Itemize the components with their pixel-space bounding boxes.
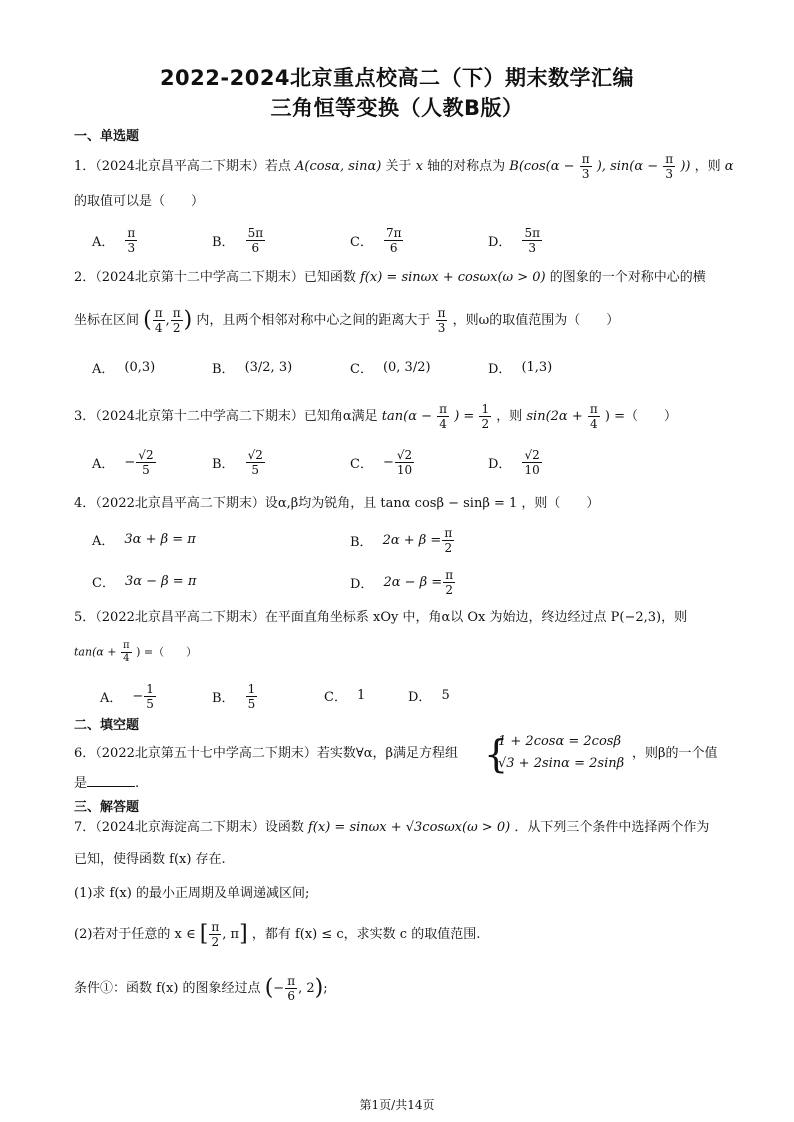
question-1-line1 bbox=[74, 152, 734, 181]
q7-intro: 7．（2024北京海淀高二下期末）设函数 bbox=[74, 820, 304, 835]
q1-frac-1: $\frac{\pi}{3}$ bbox=[581, 152, 590, 181]
section-heading-solutions: 三、解答题 bbox=[74, 800, 140, 815]
q3-option-b: B． $\frac{√2}{5}$ bbox=[212, 448, 263, 477]
page-footer: 第1页/共14页 bbox=[359, 1098, 435, 1112]
q3-option-c: C． − $\frac{√2}{10}$ bbox=[350, 448, 413, 477]
q3-option-d: D． $\frac{√2}{10}$ bbox=[488, 448, 540, 477]
question-6-line2 bbox=[74, 774, 139, 794]
q2-line2-pre: 坐标在区间 bbox=[74, 313, 140, 328]
q3-intro: 3．（2024北京第十二中学高二下期末）已知角α满足 bbox=[74, 409, 378, 424]
doc-title-line2: 三角恒等变换（人教B版） bbox=[270, 96, 524, 120]
q5-tan-pre: tan(α + bbox=[74, 645, 117, 659]
q3-tan-eq: ) = bbox=[454, 409, 475, 424]
q1-point-a: A(cosα, sinα) bbox=[295, 159, 382, 174]
doc-title-line1: 2022-2024北京重点校高二（下）期末数学汇编 bbox=[159, 66, 635, 90]
question-2-line1 bbox=[74, 268, 706, 288]
question-5-line2: tan(α + $\frac{\pi}{4}$ ) =（ ） bbox=[74, 640, 198, 664]
question-7-line1 bbox=[74, 818, 709, 838]
q6-system-brace: { bbox=[484, 732, 509, 776]
q2-option-a: A． (0,3) bbox=[92, 360, 156, 377]
q7-p2-post: ，都有 f(x) ≤ c，求实数 c 的取值范围. bbox=[251, 927, 481, 942]
q6-line2-label: 是 bbox=[74, 776, 88, 791]
question-3-line1: 3．（2024北京第十二中学高二下期末）已知角α满足 tan(α − $\frac{\pi}{4}$ ) = $\frac{1}{2}$ ，则 sin(2α + $\frac{\pi}{4}$ ) =（ ） bbox=[74, 402, 678, 431]
q6-equation-1: 1 + 2cosα = 2cosβ bbox=[498, 734, 621, 749]
q6-end: . bbox=[135, 776, 140, 791]
q6-answer-blank[interactable] bbox=[87, 774, 135, 787]
q3-option-a: A． − $\frac{√2}{5}$ bbox=[92, 448, 154, 477]
q5-tan-post: ) =（ ） bbox=[136, 645, 198, 659]
q1-option-d: D． $\frac{5\pi}{3}$ bbox=[488, 226, 540, 255]
q7-cond1-post: , 2 bbox=[298, 981, 315, 996]
q2-option-c: C． (0, 3/2) bbox=[350, 360, 431, 377]
question-7-part1: (1)求 f(x) 的最小正周期及单调递减区间; bbox=[74, 886, 310, 901]
q2-line2-mid: 内，且两个相邻对称中心之间的距离大于 bbox=[196, 313, 431, 328]
q1-intro: 1．（2024北京昌平高二下期末）若点 bbox=[74, 159, 291, 174]
q5-option-d: D． 5 bbox=[408, 688, 450, 705]
q2-option-b: B． (3/2, 3) bbox=[212, 360, 293, 377]
q1-mid: 关于 bbox=[385, 159, 412, 174]
section-heading-single-choice: 一、单选题 bbox=[74, 129, 140, 144]
q7-p2-int-end: , π bbox=[222, 927, 240, 942]
q1-x: x bbox=[415, 159, 423, 174]
question-6-line1: 6．（2022北京第五十七中学高二下期末）若实数∀α，β满足方程组 bbox=[74, 746, 458, 761]
q1-b-mid: ), sin(α − bbox=[596, 159, 659, 174]
q5-option-c: C． 1 bbox=[324, 688, 366, 705]
q5-option-b: B． $\frac{1}{5}$ bbox=[212, 682, 256, 711]
question-4-line1: 4．（2022北京昌平高二下期末）设α,β均为锐角，且 tanα cosβ − sinβ = 1 ，则（ ） bbox=[74, 496, 600, 511]
q7-cond1-end: ; bbox=[323, 981, 328, 996]
q1-option-a: A． $\frac{\pi}{3}$ bbox=[92, 226, 136, 255]
q1-frac-2: $\frac{\pi}{3}$ bbox=[665, 152, 674, 181]
q3-sin-pre: sin(2α + bbox=[526, 409, 583, 424]
question-5-line1: 5．（2022北京昌平高二下期末）在平面直角坐标系 xOy 中，角α以 Ox 为始边，终边经过点 P(−2,3)，则 bbox=[74, 610, 688, 625]
question-1-line2: 的取值可以是（ ） bbox=[74, 194, 205, 209]
q2-function: f(x) = sinωx + cosωx(ω > 0) bbox=[360, 270, 546, 285]
q2-line2-post: ，则ω的取值范围为（ ） bbox=[452, 313, 620, 328]
q6-equation-2: √3 + 2sinα = 2sinβ bbox=[498, 756, 625, 771]
q2-option-d: D． (1,3) bbox=[488, 360, 553, 377]
q4-option-c: C． 3α − β = π bbox=[92, 574, 197, 591]
q3-tan-pre: tan(α − bbox=[381, 409, 433, 424]
q2-rest: 的图象的一个对称中心的横 bbox=[549, 270, 706, 285]
q1-option-c: C． $\frac{7\pi}{6}$ bbox=[350, 226, 402, 255]
question-7-part2: (2)若对于任意的 x ∈ [ $\frac{\pi}{2}$ , π] ，都有 f(x) ≤ c，求实数 c 的取值范围. bbox=[74, 920, 481, 949]
q1-b-suffix: )) bbox=[680, 159, 691, 174]
question-7-condition-1: 条件①：函数 f(x) 的图象经过点 (− $\frac{\pi}{6}$ , 2); bbox=[74, 974, 328, 1003]
q1-then: ，则 bbox=[694, 159, 721, 174]
q7-rest: ．从下列三个条件中选择两个作为 bbox=[514, 820, 710, 835]
question-2-line2: 坐标在区间 ( $\frac{\pi}{4}$ , $\frac{\pi}{2}$ ) 内，且两个相邻对称中心之间的距离大于 $\frac{\pi}{3}$ ，则ω的取值范围为（ ） bbox=[74, 306, 620, 335]
q5-option-a: A． − $\frac{1}{5}$ bbox=[100, 682, 154, 711]
q3-then: ，则 bbox=[496, 409, 523, 424]
q6-post: ，则β的一个值 bbox=[632, 746, 718, 761]
q4-option-a: A． 3α + β = π bbox=[92, 532, 196, 549]
q7-function: f(x) = sinωx + √3cosωx(ω > 0) bbox=[308, 820, 511, 835]
q2-intro: 2．（2024北京第十二中学高二下期末）已知函数 bbox=[74, 270, 356, 285]
q4-option-d: D． 2α − β = $\frac{\pi}{2}$ bbox=[350, 568, 454, 597]
q4-option-b: B． 2α + β = $\frac{\pi}{2}$ bbox=[350, 526, 453, 555]
question-7-line2: 已知，使得函数 f(x) 存在. bbox=[74, 852, 226, 867]
section-heading-fill-blank: 二、填空题 bbox=[74, 718, 140, 733]
q1-mid2: 轴的对称点为 bbox=[427, 159, 506, 174]
q7-p2-pre: (2)若对于任意的 x ∈ bbox=[74, 927, 196, 942]
q3-sin-post: ) =（ ） bbox=[604, 409, 678, 424]
q7-cond1-pre: 条件①：函数 f(x) 的图象经过点 bbox=[74, 981, 261, 996]
q1-b-prefix: B(cos(α − bbox=[509, 159, 575, 174]
q1-alpha: α bbox=[724, 159, 734, 174]
q1-option-b: B． $\frac{5\pi}{6}$ bbox=[212, 226, 264, 255]
